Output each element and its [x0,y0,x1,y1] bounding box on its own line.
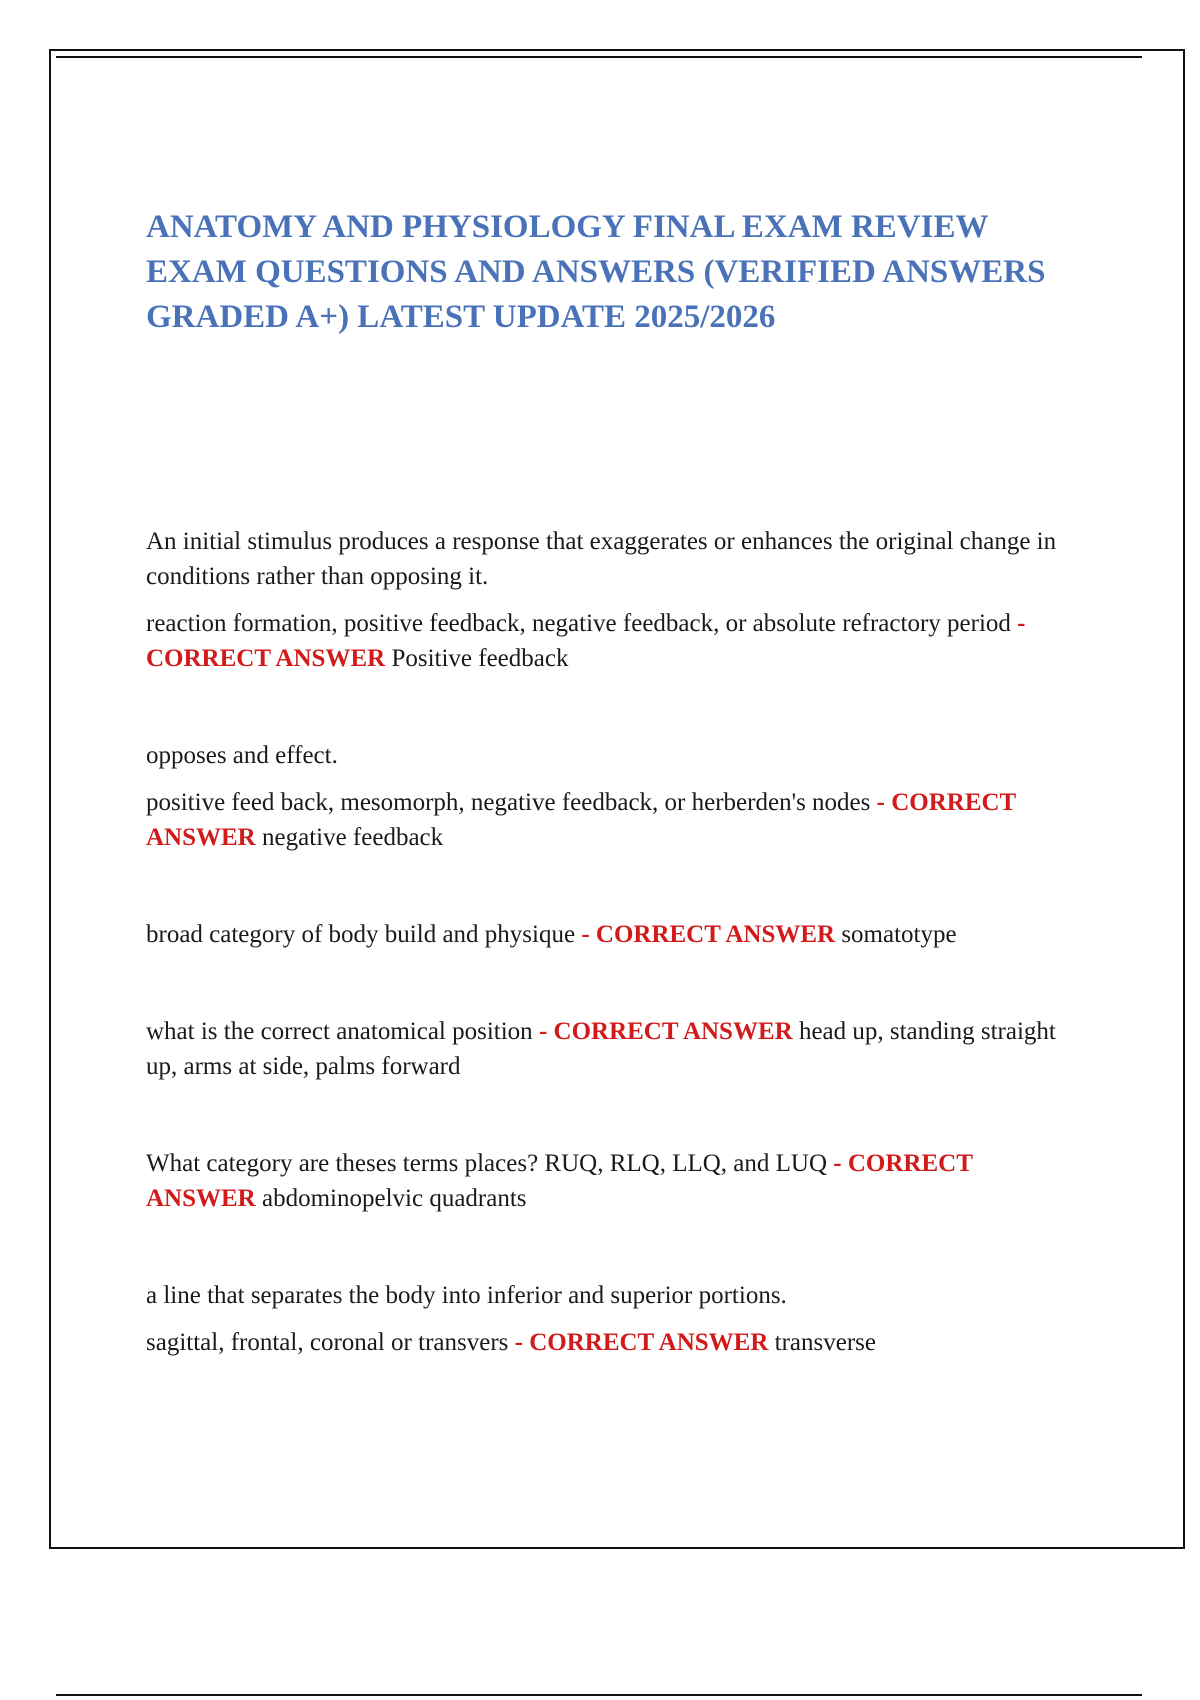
qa-item [146,1278,1086,1360]
qa-item [146,524,1086,676]
qa-item [146,917,1086,952]
document-title: ANATOMY AND PHYSIOLOGY FINAL EXAM REVIEW EXAM QUESTIONS AND ANSWERS (VERIFIED ANSWERS GRADED A+) LATEST UPDATE 2025/2026 [146,209,1046,335]
question-options: What category are theses terms places? RUQ, RLQ, LLQ, and LUQ [146,1150,828,1177]
answer-text: negative feedback [262,824,444,851]
question-line [146,1146,1086,1216]
question-options: positive feed back, mesomorph, negative feedback, or herberden's nodes [146,789,871,816]
question-line [146,1014,1086,1084]
question-options: sagittal, frontal, coronal or transvers [146,1329,509,1356]
question-prompt: An initial stimulus produces a response that exaggerates or enhances the original change in conditions rather than opposing it. [146,528,1057,590]
question-options: broad category of body build and physique [146,921,576,948]
qa-item [146,1146,1086,1216]
answer-text: Positive feedback [391,645,569,672]
answer-text: somatotype [841,921,957,948]
question-options: what is the correct anatomical position [146,1018,533,1045]
answer-text: transverse [774,1329,876,1356]
answer-text: abdominopelvic quadrants [262,1185,527,1212]
question-line [146,1325,1086,1360]
question-options: reaction formation, positive feedback, negative feedback, or absolute refractory period [146,610,1011,637]
bottom-rule [56,1694,1142,1696]
correct-answer-label: - CORRECT ANSWER [146,1150,973,1212]
qa-item [146,738,1086,855]
question-prompt: opposes and effect. [146,742,338,769]
question-line [146,917,1086,952]
question-line [146,606,1086,676]
question-prompt: a line that separates the body into inferior and superior portions. [146,1282,787,1309]
document-content [146,205,1086,1422]
top-rule [56,56,1142,58]
correct-answer-label: - CORRECT ANSWER [514,1329,769,1356]
qa-item [146,1014,1086,1084]
qa-list [146,524,1086,1360]
answer-text: head up, standing straight up, arms at side, palms forward [146,1018,1056,1080]
correct-answer-label: - CORRECT ANSWER [146,610,1026,672]
correct-answer-label: - CORRECT ANSWER [581,921,836,948]
correct-answer-label: - CORRECT ANSWER [538,1018,793,1045]
question-line [146,785,1086,855]
correct-answer-label: - CORRECT ANSWER [146,789,1016,851]
